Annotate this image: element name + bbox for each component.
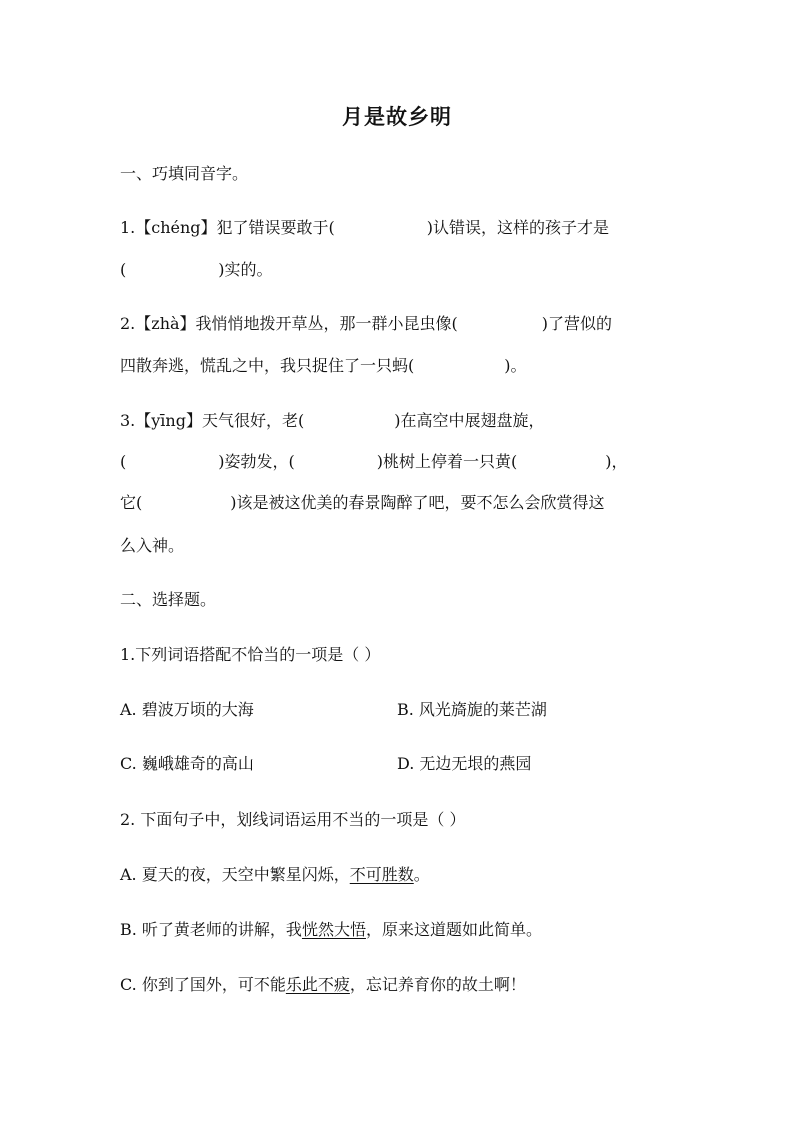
s2-q1-option-b: B. 风光旖旎的莱芒湖 — [397, 700, 547, 719]
s2-q2-option-b-pre: B. 听了黄老师的讲解，我 — [120, 920, 302, 939]
s2-q1-option-c: C. 巍峨雄奇的高山 — [120, 754, 254, 773]
q1-line2 — [120, 258, 690, 282]
s2-q1-stem: 1.下列词语搭配不恰当的一项是（ ） — [120, 645, 381, 664]
q3-line3-suffix: )该是被这优美的春景陶醉了吧，要不怎么会欣赏得这 — [230, 493, 605, 512]
q3-line3 — [120, 491, 690, 515]
q1-line2-prefix: ( — [120, 260, 127, 279]
s2-q1-option-d: D. 无边无垠的燕园 — [397, 754, 532, 773]
section1-heading: 一、巧填同音字。 — [120, 164, 249, 183]
q2-line1-suffix: )了营似的 — [541, 314, 613, 333]
q3-line1-prefix: 3.【yīng】天气很好，老( — [120, 411, 305, 430]
q3-line2-p3: )桃树上停着一只黄( — [376, 452, 518, 471]
q3-line2-p4: )， — [605, 452, 628, 471]
q2-line1 — [120, 312, 690, 336]
s2-q2-option-c-post: ，忘记养育你的故土啊！ — [349, 975, 526, 994]
s2-q2-option-a-pre: A. 夏天的夜，天空中繁星闪烁， — [120, 865, 350, 884]
q3-line1 — [120, 409, 690, 433]
s2-q2-option-b-underlined: 恍然大悟 — [301, 920, 366, 939]
q3-line1-suffix: )在高空中展翅盘旋， — [394, 411, 545, 430]
s2-q1-options-row1 — [120, 698, 690, 722]
section2-heading: 二、选择题。 — [120, 590, 217, 609]
q2-line2-suffix: )。 — [504, 356, 527, 375]
s2-q2-stem: 2. 下面句子中，划线词语运用不当的一项是（ ） — [120, 810, 466, 829]
s2-q2-option-a-post: 。 — [413, 865, 430, 884]
q2-line2-prefix: 四散奔逃，慌乱之中，我只捉住了一只蚂( — [120, 356, 415, 375]
s2-q2-option-a — [120, 863, 690, 887]
q1-line2-suffix: )实的。 — [218, 260, 273, 279]
s2-q2-option-c-underlined: 乐此不疲 — [285, 975, 350, 994]
s2-q1-options-row2 — [120, 752, 690, 776]
q3-line3-prefix: 它( — [120, 493, 143, 512]
page-title: 月是故乡明 — [342, 105, 452, 129]
s2-q2-option-b — [120, 918, 690, 942]
q2-line1-prefix: 2.【zhà】我悄悄地拨开草丛，那一群小昆虫像( — [120, 314, 458, 333]
s2-q2-option-b-post: ，原来这道题如此简单。 — [365, 920, 542, 939]
q1-line1-prefix: 1.【chéng】犯了错误要敢于( — [120, 218, 335, 237]
q2-line2 — [120, 354, 690, 378]
q3-line4: 么入神。 — [120, 536, 185, 555]
q3-line2-p1: ( — [120, 452, 127, 471]
q3-line2 — [120, 450, 690, 474]
q1-line1 — [120, 216, 690, 240]
s2-q1-option-a: A. 碧波万顷的大海 — [120, 700, 254, 719]
q1-line1-mid: )认错误，这样的孩子才是 — [426, 218, 610, 237]
s2-q2-option-c-pre: C. 你到了国外，可不能 — [120, 975, 286, 994]
q3-line2-p2: )姿勃发，( — [218, 452, 295, 471]
s2-q2-option-a-underlined: 不可胜数 — [349, 865, 414, 884]
s2-q2-option-c — [120, 973, 690, 997]
